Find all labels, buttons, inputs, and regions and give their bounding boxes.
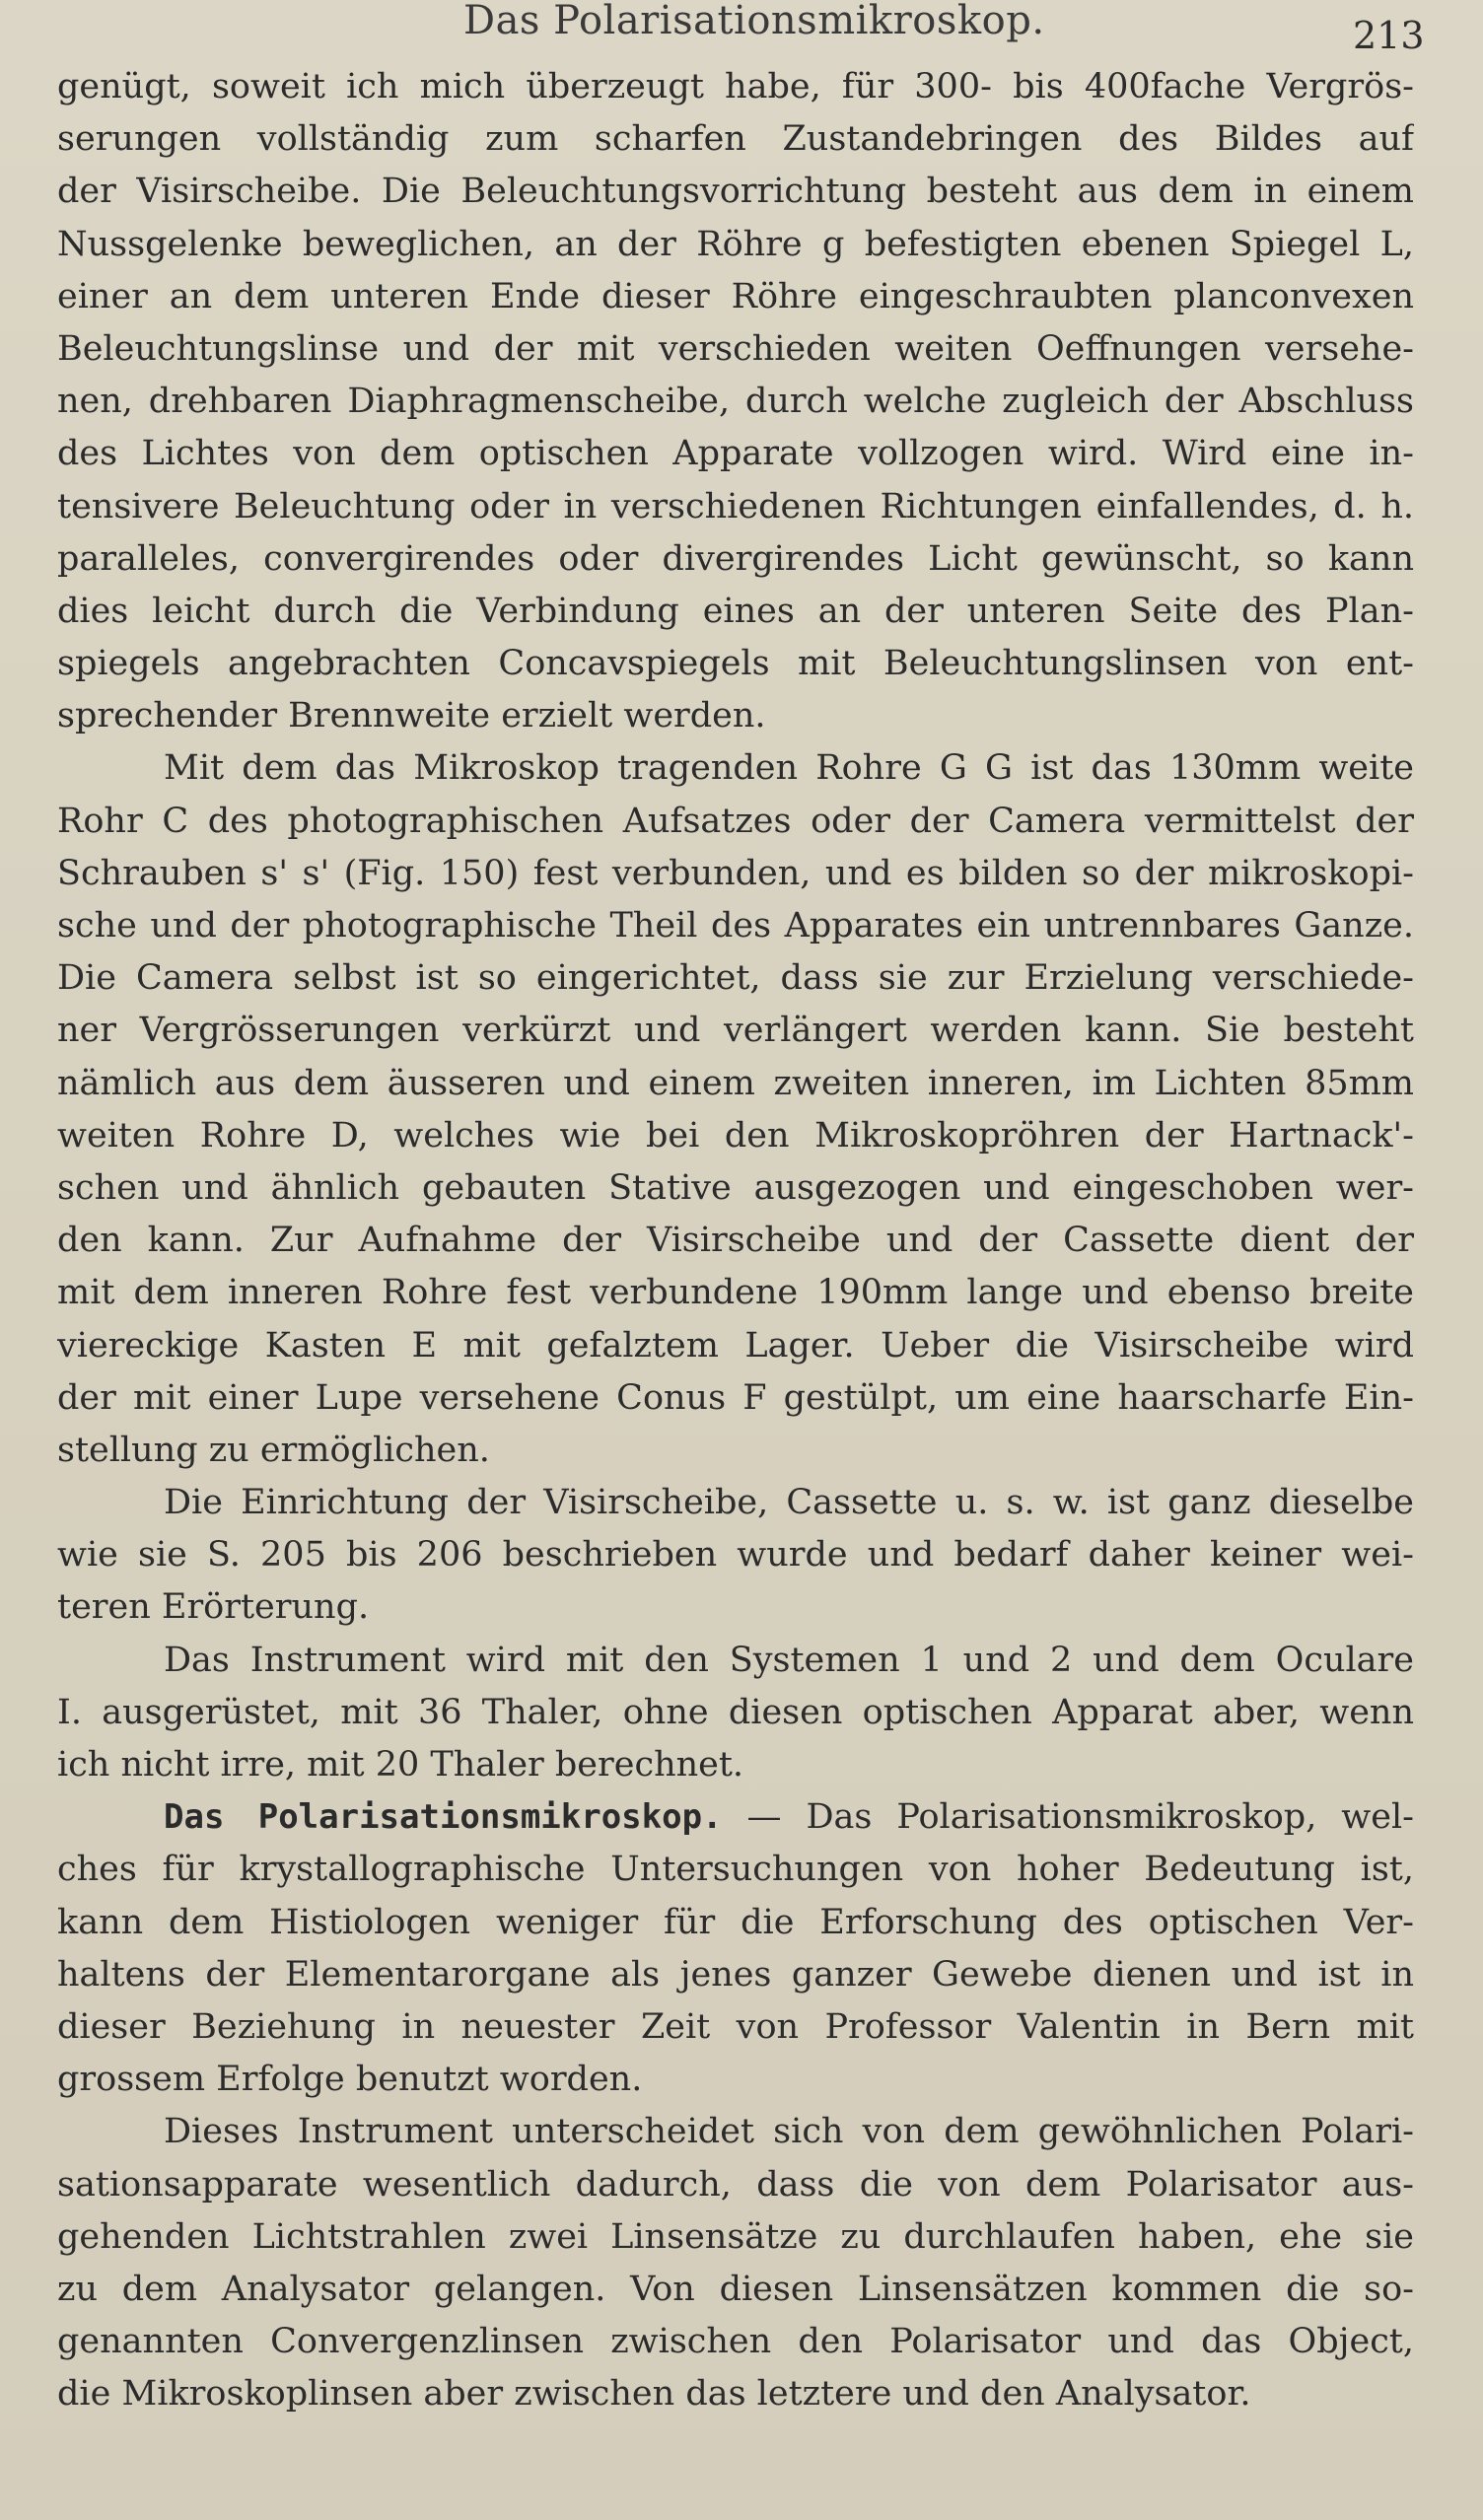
- text-line: Nussgelenke beweglichen, an der Röhre g befestigten ebenen Spiegel L,: [57, 224, 1414, 264]
- text-line: kann dem Histiologen weniger für die Erforschung des optischen Ver-: [57, 1902, 1414, 1942]
- text-line: Die Einrichtung der Visirscheibe, Cassette u. s. w. ist ganz dieselbe: [164, 1483, 1414, 1523]
- text-line: der Visirscheibe. Die Beleuchtungsvorrichtung besteht aus dem in einem: [57, 172, 1414, 212]
- text-line: genannten Convergenzlinsen zwischen den Polarisator und das Object,: [57, 2322, 1414, 2362]
- text-line: viereckige Kasten E mit gefalztem Lager. Ueber die Visirscheibe wird: [57, 1325, 1414, 1365]
- text-line: den kann. Zur Aufnahme der Visirscheibe und der Cassette dient der: [57, 1221, 1414, 1261]
- text-line: I. ausgerüstet, mit 36 Thaler, ohne diesen optischen Apparat aber, wenn: [57, 1692, 1414, 1732]
- text-line: haltens der Elementarorgane als jenes ganzer Gewebe dienen und ist in: [57, 1954, 1414, 1995]
- text-line: sationsapparate wesentlich dadurch, dass die von dem Polarisator aus-: [57, 2164, 1414, 2205]
- text-line: einer an dem unteren Ende dieser Röhre eingeschraubten planconvexen: [57, 276, 1414, 316]
- page-number: 213: [1353, 14, 1425, 57]
- text-line: paralleles, convergirendes oder divergirendes Licht gewünscht, so kann: [57, 538, 1414, 579]
- text-line: wie sie S. 205 bis 206 beschrieben wurde und bedarf daher keiner wei-: [57, 1535, 1414, 1575]
- body-text: [57, 61, 1414, 2420]
- section-heading-line: [57, 1791, 1414, 1844]
- text-line: des Lichtes von dem optischen Apparate vollzogen wird. Wird eine in-: [57, 434, 1414, 474]
- text-line: Beleuchtungslinse und der mit verschieden weiten Oeffnungen versehe-: [57, 328, 1414, 369]
- text-line: stellung zu ermöglichen.: [57, 1430, 490, 1470]
- text-line: sprechender Brennweite erzielt werden.: [57, 696, 766, 736]
- section-heading-continuation: — Das Polarisationsmikroskop, wel-: [722, 1797, 1414, 1838]
- text-line: Rohr C des photographischen Aufsatzes oder der Camera vermittelst der: [57, 801, 1414, 841]
- text-line: nämlich aus dem äusseren und einem zweiten inneren, im Lichten 85mm: [57, 1063, 1414, 1103]
- text-line: zu dem Analysator gelangen. Von diesen Linsensätzen kommen die so-: [57, 2269, 1414, 2309]
- text-line: schen und ähnlich gebauten Stative ausgezogen und eingeschoben wer-: [57, 1167, 1414, 1208]
- text-line: serungen vollständig zum scharfen Zustandebringen des Bildes auf: [57, 119, 1414, 160]
- text-line: genügt, soweit ich mich überzeugt habe, für 300- bis 400fache Vergrös-: [57, 67, 1414, 106]
- text-line: teren Erörterung.: [57, 1587, 370, 1628]
- text-line: dies leicht durch die Verbindung eines an der unteren Seite des Plan-: [57, 591, 1414, 631]
- text-line: spiegels angebrachten Concavspiegels mit Beleuchtungslinsen von ent-: [57, 644, 1414, 684]
- text-line: der mit einer Lupe versehene Conus F gestülpt, um eine haarscharfe Ein-: [57, 1377, 1414, 1418]
- running-title: Das Polarisationsmikroskop.: [463, 0, 1045, 43]
- text-line: Mit dem das Mikroskop tragenden Rohre G G ist das 130mm weite: [164, 748, 1414, 789]
- text-line: grossem Erfolge benutzt worden.: [57, 2060, 643, 2100]
- text-line: Dieses Instrument unterscheidet sich von dem gewöhnlichen Polari-: [164, 2112, 1414, 2152]
- text-line: Schrauben s' s' (Fig. 150) fest verbunden, und es bilden so der mikroskopi-: [57, 853, 1414, 893]
- text-line: dieser Beziehung in neuester Zeit von Professor Valentin in Bern mit: [57, 2006, 1414, 2047]
- text-line: weiten Rohre D, welches wie bei den Mikroskopröhren der Hartnack'-: [57, 1115, 1414, 1155]
- text-line: die Mikroskoplinsen aber zwischen das letztere und den Analysator.: [57, 2374, 1251, 2415]
- text-line: Das Instrument wird mit den Systemen 1 und 2 und dem Oculare: [164, 1640, 1414, 1680]
- text-line: sche und der photographische Theil des Apparates ein untrennbares Ganze.: [57, 906, 1414, 945]
- text-line: ches für krystallographische Untersuchungen von hoher Bedeutung ist,: [57, 1850, 1414, 1890]
- text-line: gehenden Lichtstrahlen zwei Linsensätze zu durchlaufen haben, ehe sie: [57, 2216, 1414, 2257]
- text-line: tensivere Beleuchtung oder in verschiedenen Richtungen einfallendes, d. h.: [57, 486, 1414, 526]
- text-line: Die Camera selbst ist so eingerichtet, dass sie zur Erzielung verschiede-: [57, 958, 1414, 999]
- running-head: [0, 0, 1483, 57]
- text-line: ner Vergrösserungen verkürzt und verlängert werden kann. Sie besteht: [57, 1011, 1414, 1051]
- text-line: mit dem inneren Rohre fest verbundene 190mm lange und ebenso breite: [57, 1273, 1414, 1313]
- section-heading: Das Polarisationsmikroskop.: [164, 1797, 723, 1838]
- text-line: nen, drehbaren Diaphragmenscheibe, durch welche zugleich der Abschluss: [57, 382, 1414, 422]
- text-line: ich nicht irre, mit 20 Thaler berechnet.: [57, 1745, 744, 1785]
